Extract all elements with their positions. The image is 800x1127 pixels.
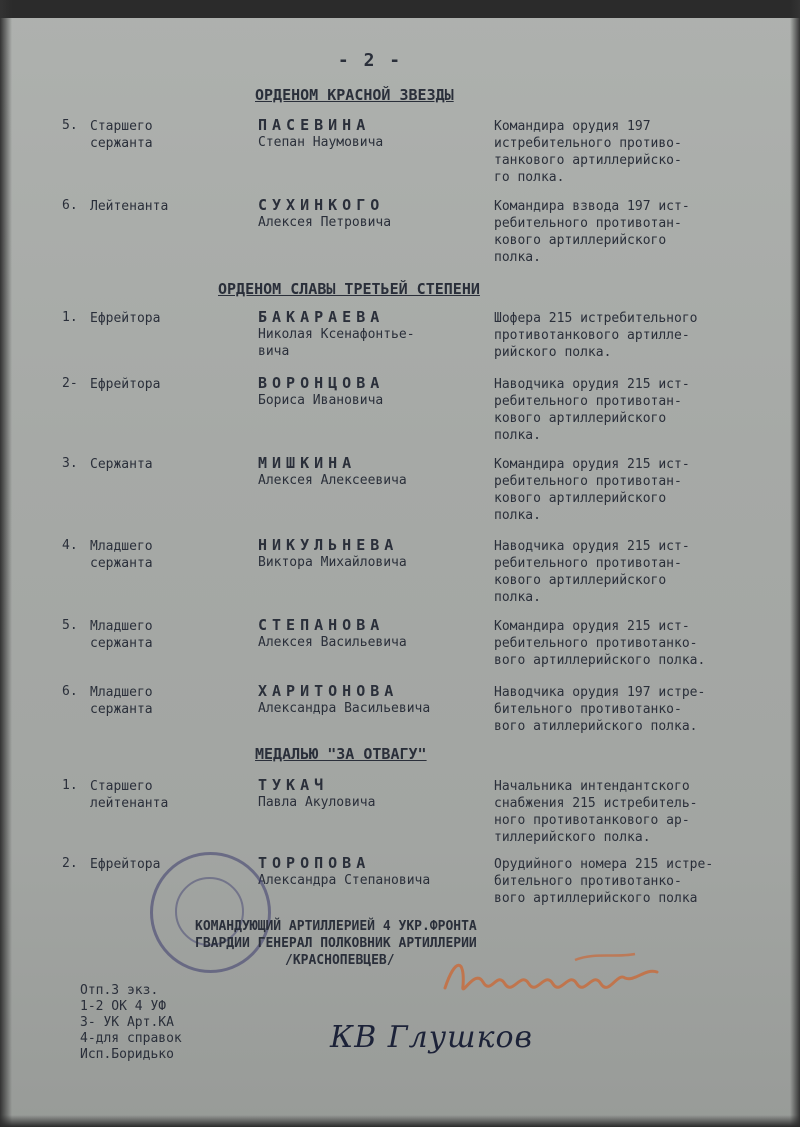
entry-rank: Лейтенанта: [90, 199, 169, 214]
entry-number: 2.: [62, 856, 78, 871]
signature-line-2: ГВАРДИИ ГЕНЕРАЛ ПОЛКОВНИК АРТИЛЛЕРИИ: [195, 936, 477, 951]
entry-position: Командира орудия 197 истребительного противо- танкового артиллерийско- го полка.: [494, 119, 682, 185]
entry-position: Наводчика орудия 215 ист- ребительного противотан- кового артиллерийского полка.: [494, 377, 690, 443]
entry-given-name: Александра Степановича: [258, 873, 431, 888]
entry-surname: НИКУЛЬНЕВА: [258, 536, 399, 554]
entry-given-name: Степан Наумовича: [258, 135, 384, 150]
entry-number: 6.: [62, 198, 78, 213]
entry-number: 5.: [62, 118, 78, 133]
entry-rank: Младшего сержанта: [90, 619, 153, 651]
entry-position: Командира орудия 215 ист- ребительного противотан- кового артиллерийского полка.: [494, 457, 690, 523]
entry-position: Командира взвода 197 ист- ребительного противотан- кового артиллерийского полка.: [494, 199, 690, 265]
scan-edge-right: [790, 0, 800, 1127]
entry-rank: Старшего сержанта: [90, 119, 153, 151]
handwritten-note: КВ Глушков: [330, 1020, 534, 1055]
entry-surname: МИШКИНА: [258, 454, 357, 472]
scan-edge-top: [0, 0, 800, 18]
scan-edge-left: [0, 0, 12, 1127]
entry-rank: Старшего лейтенанта: [90, 779, 169, 811]
entry-surname: СТЕПАНОВА: [258, 616, 385, 634]
section-title: ОРДЕНОМ СЛАВЫ ТРЕТЬЕЙ СТЕПЕНИ: [218, 280, 480, 298]
entry-given-name: Алексея Алексеевича: [258, 473, 407, 488]
entry-surname: ТОРОПОВА: [258, 854, 371, 872]
entry-given-name: Бориса Ивановича: [258, 393, 384, 408]
handwritten-signature: [435, 948, 665, 1008]
distribution-list: Отп.3 экз. 1-2 ОК 4 УФ 3- УК Арт.КА 4-для справок Исп.Боридько: [80, 983, 182, 1062]
entry-position: Начальника интендантского снабжения 215 истребитель- ного противотанкового ар- тиллерийского полка.: [494, 779, 698, 845]
entry-rank: Младшего сержанта: [90, 685, 153, 717]
entry-position: Шофера 215 истребительного противотанкового артилле- рийского полка.: [494, 311, 698, 360]
entry-number: 5.: [62, 618, 78, 633]
entry-number: 2-: [62, 376, 78, 391]
entry-surname: БАКАРАЕВА: [258, 308, 385, 326]
entry-surname: ХАРИТОНОВА: [258, 682, 399, 700]
entry-number: 1.: [62, 778, 78, 793]
entry-given-name: Павла Акуловича: [258, 795, 376, 810]
entry-position: Наводчика орудия 215 ист- ребительного противотан- кового артиллерийского полка.: [494, 539, 690, 605]
entry-rank: Ефрейтора: [90, 857, 161, 872]
entry-position: Командира орудия 215 ист- ребительного противотанко- вого артиллерийского полка.: [494, 619, 706, 668]
entry-given-name: Александра Васильевича: [258, 701, 431, 716]
entry-surname: ТУКАЧ: [258, 776, 329, 794]
entry-position: Наводчика орудия 197 истре- бительного противотанко- вого атиллерийского полка.: [494, 685, 706, 734]
entry-number: 6.: [62, 684, 78, 699]
entry-surname: ВОРОНЦОВА: [258, 374, 385, 392]
signature-line-3: /КРАСНОПЕВЦЕВ/: [285, 953, 395, 968]
entry-given-name: Алексея Васильевича: [258, 635, 407, 650]
entry-surname: ПАСЕВИНА: [258, 116, 371, 134]
entry-given-name: Виктора Михайловича: [258, 555, 407, 570]
signature-line-1: КОМАНДУЮЩИЙ АРТИЛЛЕРИЕЙ 4 УКР.ФРОНТА: [195, 919, 477, 934]
entry-rank: Ефрейтора: [90, 311, 161, 326]
entry-rank: Сержанта: [90, 457, 153, 472]
section-title: МЕДАЛЬЮ "ЗА ОТВАГУ": [255, 745, 427, 763]
entry-number: 1.: [62, 310, 78, 325]
entry-number: 4.: [62, 538, 78, 553]
entry-number: 3.: [62, 456, 78, 471]
scan-edge-bottom: [0, 1115, 800, 1127]
entry-given-name: Николая Ксенафонтье- вича: [258, 327, 415, 359]
entry-rank: Ефрейтора: [90, 377, 161, 392]
entry-given-name: Алексея Петровича: [258, 215, 392, 230]
entry-rank: Младшего сержанта: [90, 539, 153, 571]
page-number: - 2 -: [337, 50, 403, 71]
entry-surname: СУХИНКОГО: [258, 196, 385, 214]
section-title: ОРДЕНОМ КРАСНОЙ ЗВЕЗДЫ: [255, 86, 454, 104]
entry-position: Орудийного номера 215 истре- бительного противотанко- вого артиллерийского полка: [494, 857, 714, 906]
